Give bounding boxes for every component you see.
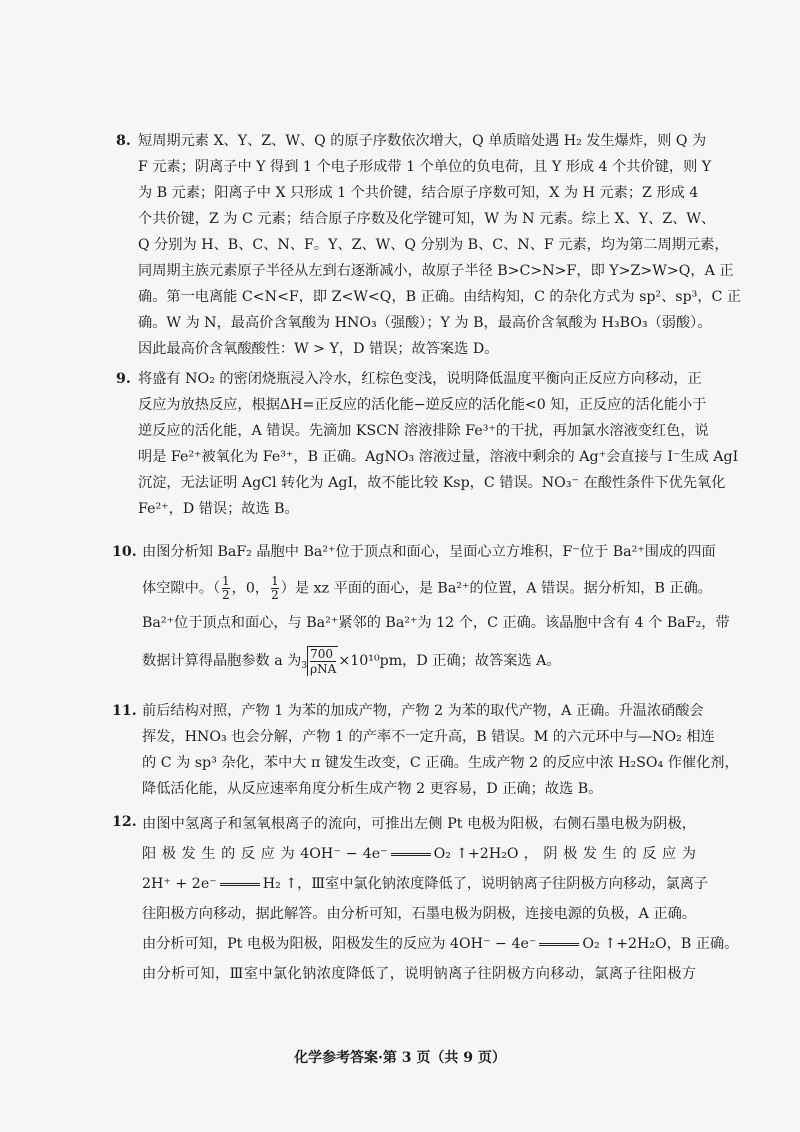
text-line: 反应为放热反应，根据ΔH=正反应的活化能−逆反应的活化能<0 知，正反应的活化能小于 (138, 397, 707, 413)
text-line: Fe²⁺，D 错误；故选 B。 (138, 501, 299, 517)
page-footer: 化学参考答案·第 3 页（共 9 页） (294, 1050, 506, 1066)
text-line: 往阳极方向移动，据此解答。由分析可知，石墨电极为阴极，连接电源的负极，A 正确。 (142, 906, 696, 922)
answer-text (138, 128, 742, 362)
text-line: 前后结构对照，产物 1 为苯的加成产物，产物 2 为苯的取代产物，A 正确。升温浓硝酸会 (142, 703, 704, 719)
text-line: 阳 极 发 生 的 反 应 为 4OH⁻ − 4e⁻ O₂ ↑+2H₂O ， 阴 极 发 生 的 反 应 为 (142, 846, 696, 862)
text-line: 由图中氢离子和氢氧根离子的流向，可推出左侧 Pt 电极为阳极，右侧石墨电极为阴极， (142, 816, 696, 832)
text-line: 的 C 为 sp³ 杂化，苯中大 π 键发生改变，C 正确。生成产物 2 的反应中浓 H₂SO₄ 作催化剂， (142, 755, 739, 771)
answer-8 (116, 128, 742, 368)
answer-text (142, 809, 739, 989)
text-line: 数据计算得晶胞参数 a 为$^3$ 700 ρNA ×10¹⁰pm，D 正确；故答案选 A。 (142, 647, 561, 676)
text-line: 将盛有 NO₂ 的密闭烧瓶浸入冷水，红棕色变浅，说明降低温度平衡向正反应方向移动，正 (138, 371, 702, 387)
text-line: 体空隙中。（ $\frac{1}{2}$ ，0， $\frac{1}{2}$ ）是 xz 平面的面心，是 Ba²⁺的位置，A 错误。据分析知，B 正确。 (142, 574, 712, 602)
answer-text (138, 366, 739, 522)
text-line: 确。W 为 N，最高价含氧酸为 HNO₃（强酸）；Y 为 B，最高价含氧酸为 H₃BO₃（弱酸）。 (138, 315, 712, 331)
text-line: 因此最高价含氧酸酸性：W > Y，D 错误；故答案选 D。 (138, 341, 499, 357)
equation-sign (220, 883, 260, 886)
answer-number: 12. (112, 814, 137, 830)
text-line: 由分析可知，Pt 电极为阳极，阳极发生的反应为 4OH⁻ − 4e⁻ O₂ ↑+2H₂O，B 正确。 (142, 936, 739, 952)
text-line: 明是 Fe²⁺被氧化为 Fe³⁺，B 正确。AgNO₃ 溶液过量，溶液中剩余的 Ag⁺会直接与 I⁻生成 AgI (138, 449, 739, 465)
text-line: 沉淀，无法证明 AgCl 转化为 AgI，故不能比较 Ksp，C 错误。NO₃⁻ 在酸性条件下优先氧化 (138, 475, 726, 491)
answer-number: 8. (116, 133, 131, 149)
fraction-one-half: $\frac{1}{2}$ (271, 574, 279, 602)
text-line: 为 B 元素；阳离子中 X 只形成 1 个共价键，结合原子序数可知，X 为 H 元素；Z 形成 4 (138, 185, 699, 201)
answer-10 (112, 539, 730, 689)
text-line: 逆反应的活化能，A 错误。先滴加 KSCN 溶液排除 Fe³⁺的干扰，再加氯水溶液变红色，说 (138, 423, 709, 439)
text-line: 同周期主族元素原子半径从左到右逐渐减小，故原子半径 B>C>N>F，即 Y>Z>W>Q，A 正 (138, 263, 734, 279)
text-line: 由图分析知 BaF₂ 晶胞中 Ba²⁺位于顶点和面心，呈面心立方堆积，F⁻位于 Ba²⁺围成的四面 (142, 544, 716, 560)
equation-sign (539, 943, 579, 946)
text-line: 2H⁺ + 2e⁻ H₂ ↑，Ⅲ室中氯化钠浓度降低了，说明钠离子往阴极方向移动，氯离子 (142, 876, 709, 892)
text-line: 由分析可知，Ⅲ室中氯化钠浓度降低了，说明钠离子往阴极方向移动，氯离子往阳极方 (142, 966, 696, 982)
text-line: 个共价键，Z 为 C 元素；结合原子序数及化学键可知，W 为 N 元素。综上 X、Y、Z、W、 (138, 211, 716, 227)
text-line: Ba²⁺位于顶点和面心，与 Ba²⁺紧邻的 Ba²⁺为 12 个，C 正确。该晶胞中含有 4 个 BaF₂，带 (142, 615, 730, 631)
text-line: 挥发，HNO₃ 也会分解，产物 1 的产率不一定升高，B 错误。M 的六元环中与—NO₂ 相连 (142, 729, 715, 745)
text-line: F 元素；阴离子中 Y 得到 1 个电子形成带 1 个单位的负电荷，且 Y 形成 4 个共价键，则 Y (138, 159, 712, 175)
fraction-one-half: $\frac{1}{2}$ (222, 574, 230, 602)
text-line: 短周期元素 X、Y、Z、W、Q 的原子序数依次增大，Q 单质暗处遇 H₂ 发生爆炸，则 Q 为 (138, 133, 707, 149)
answer-number: 11. (112, 703, 137, 719)
answer-12 (112, 809, 739, 1009)
answer-text (142, 698, 739, 802)
answer-number: 9. (116, 371, 131, 387)
answer-9 (116, 366, 739, 526)
equation-sign (391, 853, 431, 856)
answer-number: 10. (112, 544, 137, 560)
text-line: 降低活化能，从反应速率角度分析生成产物 2 更容易，D 正确；故选 B。 (142, 781, 603, 797)
answer-text (142, 539, 730, 676)
text-line: Q 分别为 H、B、C、N、F。Y、Z、W、Q 分别为 B、C、N、F 元素，均为第二周期元素， (138, 237, 729, 253)
text-line: 确。第一电离能 C<N<F，即 Z<W<Q，B 正确。由结构知，C 的杂化方式为 sp²、sp³，C 正 (138, 289, 742, 305)
cube-root-expression: $^3$ 700 ρNA (301, 647, 337, 676)
answer-11 (112, 698, 739, 808)
